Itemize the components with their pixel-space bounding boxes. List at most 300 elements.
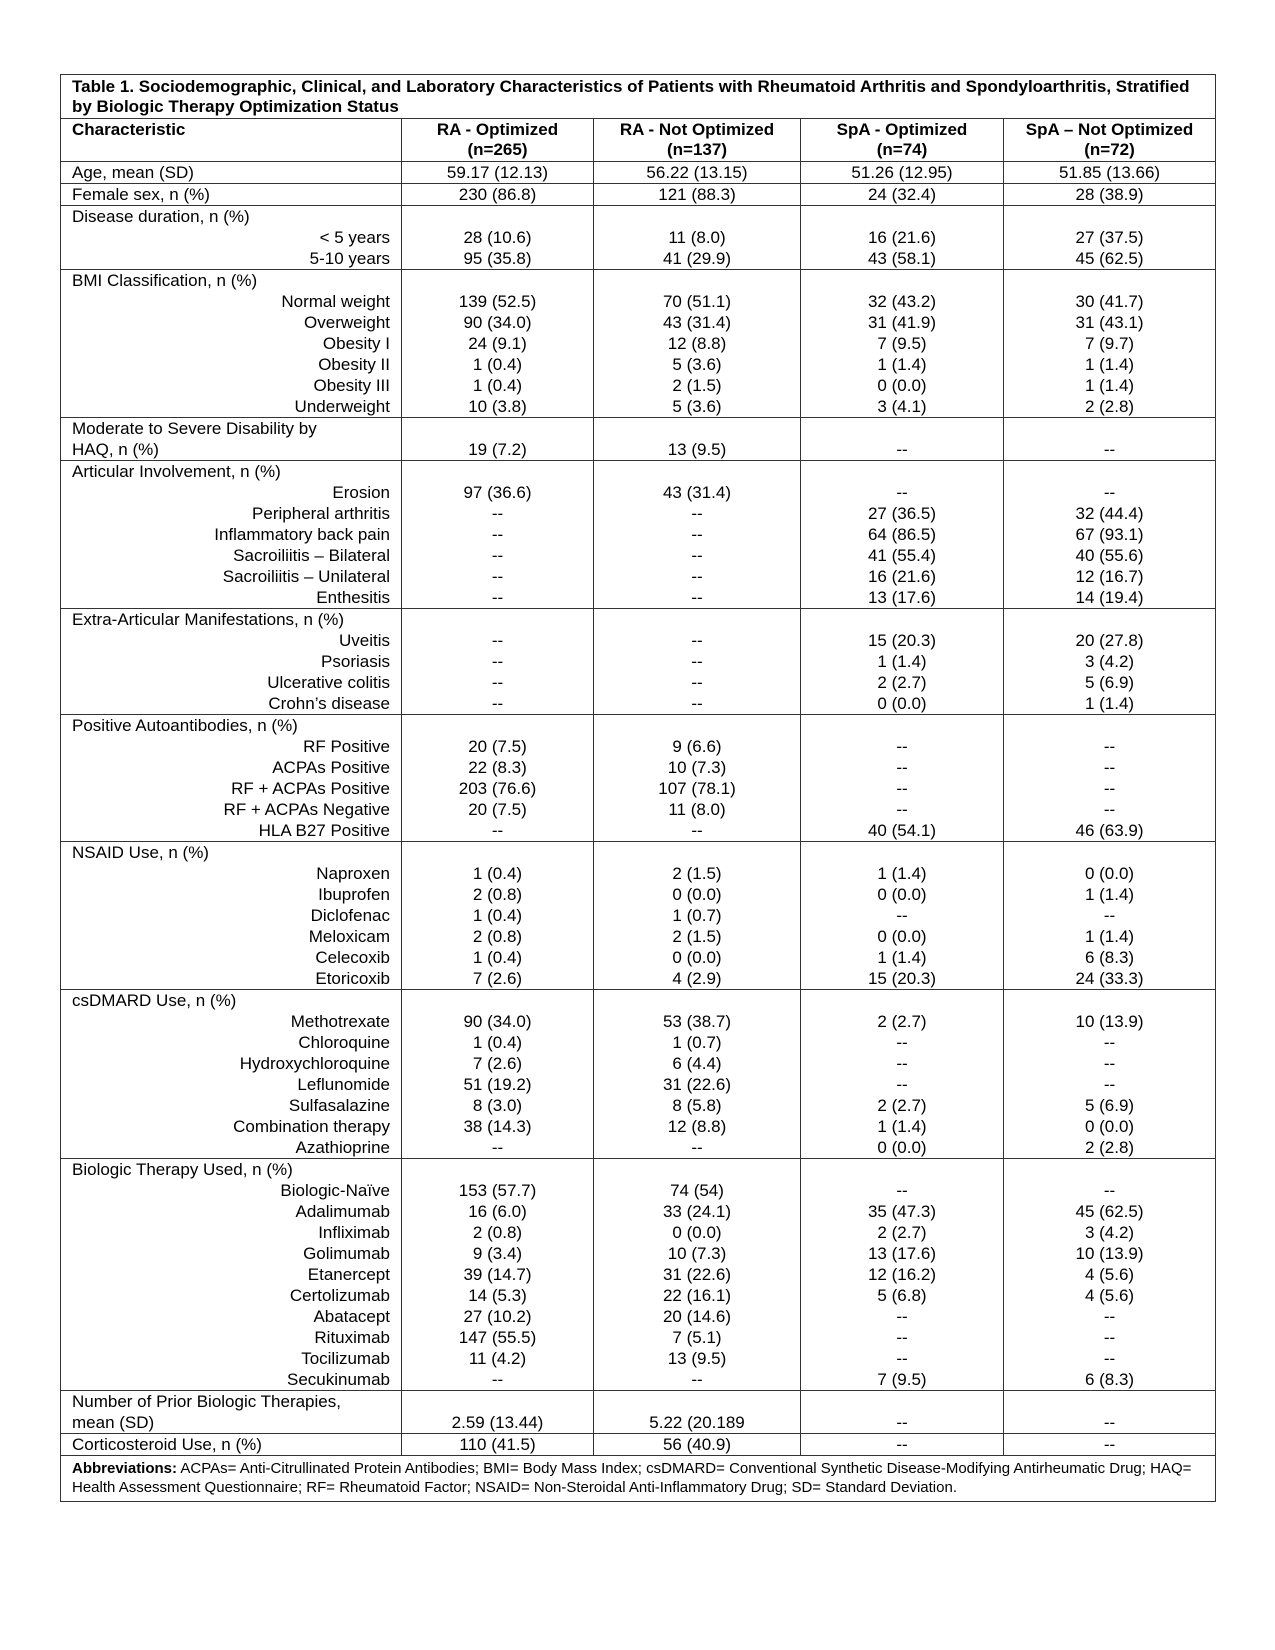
subitem-label: < 5 years	[319, 228, 390, 247]
value: --	[491, 525, 504, 544]
value: --	[691, 673, 703, 692]
table-row	[61, 1391, 1216, 1434]
subitem-label: Diclofenac	[310, 906, 390, 925]
column-header: SpA – Not Optimized (n=72)	[1004, 119, 1216, 162]
spacer	[1004, 990, 1215, 1011]
value: 43 (31.4)	[662, 483, 732, 502]
value: 9 (6.6)	[672, 737, 722, 756]
value-cell	[594, 206, 801, 270]
value: --	[1103, 906, 1116, 925]
value: --	[896, 800, 908, 819]
spacer	[801, 461, 1003, 482]
spacer	[402, 270, 593, 291]
value: --	[491, 1370, 504, 1389]
table-row	[61, 461, 1216, 609]
value: 38 (14.3)	[463, 1117, 532, 1136]
value: --	[1103, 1075, 1116, 1094]
value-cell	[594, 461, 801, 609]
value: 8 (5.8)	[672, 1096, 722, 1115]
value: 10 (13.9)	[1075, 1244, 1144, 1263]
subitem-label: Golimumab	[303, 1244, 390, 1263]
value: 59.17 (12.13)	[446, 163, 549, 182]
value: --	[896, 758, 908, 777]
value: 11 (8.0)	[668, 800, 726, 819]
value: --	[691, 652, 703, 671]
value: --	[691, 631, 703, 650]
value: 22 (8.3)	[468, 758, 527, 777]
value-cell	[594, 162, 801, 184]
value: --	[1103, 737, 1116, 756]
value: 1 (1.4)	[877, 652, 927, 671]
subitem-label: Crohn’s disease	[268, 694, 390, 713]
value: 24 (9.1)	[468, 334, 527, 353]
table-row	[61, 715, 1216, 842]
spacer	[594, 1391, 800, 1412]
value-cell	[1004, 162, 1216, 184]
value: 13 (17.6)	[867, 588, 937, 607]
value: 10 (3.8)	[468, 397, 527, 416]
spacer	[594, 418, 800, 439]
value: 2 (2.7)	[877, 673, 927, 692]
spacer	[1004, 842, 1215, 863]
value-cell	[402, 206, 594, 270]
value: 41 (29.9)	[662, 249, 732, 268]
group-label: Corticosteroid Use, n (%)	[72, 1435, 262, 1454]
value-cell	[801, 715, 1004, 842]
value: 2 (2.8)	[1084, 397, 1135, 416]
subitem-label: Celecoxib	[315, 948, 390, 967]
spacer	[801, 609, 1003, 630]
value: 28 (10.6)	[463, 228, 532, 247]
group-label: csDMARD Use, n (%)	[72, 991, 237, 1010]
value: --	[491, 504, 504, 523]
subitem-label: Inflammatory back pain	[214, 525, 390, 544]
subitem-label: Obesity III	[313, 376, 390, 395]
value-cell	[801, 162, 1004, 184]
group-label: Extra-Articular Manifestations, n (%)	[72, 610, 345, 629]
value-cell	[402, 1434, 594, 1456]
group-label: Biologic Therapy Used, n (%)	[72, 1160, 293, 1179]
value: --	[896, 1328, 908, 1347]
value: 10 (13.9)	[1075, 1012, 1144, 1031]
value: 121 (88.3)	[658, 185, 736, 204]
spacer	[801, 206, 1003, 227]
value: 2 (0.8)	[472, 1223, 523, 1242]
subitem-label: Sulfasalazine	[288, 1096, 390, 1115]
value: 51 (19.2)	[463, 1075, 532, 1094]
subitem-label: Normal weight	[281, 292, 390, 311]
value: 1 (1.4)	[1084, 355, 1135, 374]
value: --	[896, 906, 908, 925]
value: --	[1103, 440, 1116, 459]
value: 2 (2.7)	[877, 1012, 927, 1031]
subitem-label: Ulcerative colitis	[267, 673, 390, 692]
value: --	[691, 1138, 703, 1157]
value: 4 (5.6)	[1084, 1265, 1135, 1284]
subitem-label: Overweight	[304, 313, 390, 332]
value: --	[896, 1181, 908, 1200]
spacer	[402, 842, 593, 863]
value: --	[1103, 1181, 1116, 1200]
subitem-label: Etanercept	[307, 1265, 390, 1284]
value: 16 (6.0)	[468, 1202, 527, 1221]
spacer	[1004, 1159, 1215, 1180]
spacer	[402, 1159, 593, 1180]
spacer	[594, 842, 800, 863]
value-cell	[1004, 609, 1216, 715]
abbreviations-text: ACPAs= Anti-Citrullinated Protein Antibodies; BMI= Body Mass Index; csDMARD= Conventional Synthetic Disease-Modifying Antirheumatic Drug; HAQ= Health Assessment Questionnaire; RF= Rheumatoid Factor; NSAID= Non-Steroidal Anti-Inflammatory Drug; SD= Standard Deviation.	[72, 1460, 1192, 1496]
value: --	[691, 525, 703, 544]
subitem-label: Chloroquine	[298, 1033, 390, 1052]
value: 67 (93.1)	[1075, 525, 1144, 544]
value: 0 (0.0)	[672, 948, 722, 967]
value: 90 (34.0)	[463, 1012, 532, 1031]
value: 7 (9.7)	[1084, 334, 1135, 353]
value: 1 (0.4)	[472, 355, 523, 374]
subitem-label: Infliximab	[318, 1223, 390, 1242]
value: 53 (38.7)	[662, 1012, 732, 1031]
spacer	[1004, 715, 1215, 736]
value: 41 (55.4)	[867, 546, 937, 565]
document-page	[60, 74, 1215, 1502]
value-cell	[402, 1159, 594, 1391]
value: 7 (2.6)	[472, 1054, 523, 1073]
value: 43 (31.4)	[662, 313, 732, 332]
table-row	[61, 609, 1216, 715]
value: --	[491, 588, 504, 607]
subitem-label: Azathioprine	[295, 1138, 390, 1157]
value: 39 (14.7)	[463, 1265, 532, 1284]
group-label: HAQ, n (%)	[72, 440, 159, 459]
value: 1 (0.7)	[672, 1033, 722, 1052]
group-label: mean (SD)	[72, 1413, 155, 1432]
value: 0 (0.0)	[877, 927, 927, 946]
subitem-label: Underweight	[294, 397, 390, 416]
value-cell	[801, 842, 1004, 990]
value: 139 (52.5)	[458, 292, 537, 311]
value-cell	[402, 990, 594, 1159]
value: 64 (86.5)	[867, 525, 937, 544]
value: 31 (22.6)	[662, 1075, 732, 1094]
column-header: Characteristic	[61, 119, 402, 162]
value: --	[691, 546, 703, 565]
value: 30 (41.7)	[1075, 292, 1144, 311]
characteristic-cell	[61, 461, 402, 609]
value-cell	[594, 715, 801, 842]
value: --	[491, 1138, 504, 1157]
group-label: Articular Involvement, n (%)	[72, 462, 281, 481]
value-cell	[801, 1159, 1004, 1391]
spacer	[402, 609, 593, 630]
subitem-label: Tocilizumab	[301, 1349, 390, 1368]
value: 1 (0.7)	[672, 906, 722, 925]
value: --	[1103, 1435, 1116, 1454]
value-cell	[1004, 184, 1216, 206]
value: 35 (47.3)	[867, 1202, 937, 1221]
group-label: Female sex, n (%)	[72, 185, 210, 204]
value: 147 (55.5)	[458, 1328, 537, 1347]
subitem-label: Peripheral arthritis	[252, 504, 390, 523]
value: 22 (16.1)	[662, 1286, 732, 1305]
value: 28 (38.9)	[1075, 185, 1144, 204]
value: 1 (1.4)	[877, 1117, 927, 1136]
column-header: RA - Optimized (n=265)	[402, 119, 594, 162]
spacer	[1004, 1391, 1215, 1412]
value: 1 (1.4)	[1084, 376, 1135, 395]
spacer	[594, 206, 800, 227]
value: 7 (9.5)	[877, 334, 927, 353]
characteristics-table	[60, 74, 1216, 1502]
value: 0 (0.0)	[877, 1138, 927, 1157]
value: --	[1103, 758, 1116, 777]
value: --	[491, 694, 504, 713]
spacer	[594, 715, 800, 736]
subitem-label: Sacroiliitis – Unilateral	[222, 567, 390, 586]
subitem-label: Abatacept	[313, 1307, 390, 1326]
table-row	[61, 270, 1216, 418]
characteristic-cell	[61, 206, 402, 270]
value: 5 (6.9)	[1084, 673, 1135, 692]
value: --	[1103, 1328, 1116, 1347]
value: 5.22 (20.189	[649, 1413, 745, 1432]
value: 46 (63.9)	[1075, 821, 1144, 840]
abbreviations-heading: Abbreviations:	[72, 1460, 178, 1477]
value: 40 (54.1)	[867, 821, 937, 840]
subitem-label: Methotrexate	[290, 1012, 390, 1031]
characteristic-cell	[61, 418, 402, 461]
value: 203 (76.6)	[458, 779, 537, 798]
value: 1 (1.4)	[1084, 927, 1135, 946]
characteristic-cell	[61, 842, 402, 990]
value: 5 (3.6)	[672, 355, 722, 374]
value: 5 (3.6)	[672, 397, 722, 416]
value: 12 (16.2)	[867, 1265, 937, 1284]
value: 1 (0.4)	[472, 1033, 523, 1052]
value: 7 (2.6)	[472, 969, 523, 988]
value: 1 (0.4)	[472, 864, 523, 883]
value-cell	[402, 162, 594, 184]
subitem-label: Enthesitis	[316, 588, 390, 607]
value: --	[1103, 1349, 1116, 1368]
table-row	[61, 162, 1216, 184]
value-cell	[402, 461, 594, 609]
value: 14 (5.3)	[468, 1286, 527, 1305]
value-cell	[1004, 1434, 1216, 1456]
characteristic-cell	[61, 184, 402, 206]
spacer	[801, 1391, 1003, 1412]
value: 13 (9.5)	[667, 1349, 727, 1368]
value: 1 (1.4)	[877, 864, 927, 883]
subitem-label: Etoricoxib	[315, 969, 390, 988]
value-cell	[594, 418, 801, 461]
characteristic-cell	[61, 162, 402, 184]
value: 0 (0.0)	[877, 376, 927, 395]
value: 13 (17.6)	[867, 1244, 937, 1263]
value: --	[691, 588, 703, 607]
value: --	[1103, 800, 1116, 819]
value: 20 (14.6)	[662, 1307, 732, 1326]
spacer	[1004, 418, 1215, 439]
value: 0 (0.0)	[877, 885, 927, 904]
value: 31 (41.9)	[867, 313, 937, 332]
value-cell	[402, 270, 594, 418]
value: 11 (8.0)	[668, 228, 726, 247]
value-cell	[1004, 990, 1216, 1159]
value: 1 (0.4)	[472, 948, 523, 967]
value-cell	[594, 1391, 801, 1434]
value: 0 (0.0)	[672, 885, 722, 904]
value: 31 (22.6)	[662, 1265, 732, 1284]
value: 33 (24.1)	[662, 1202, 732, 1221]
value: 2 (2.7)	[877, 1096, 927, 1115]
value-cell	[801, 461, 1004, 609]
subitem-label: RF Positive	[303, 737, 390, 756]
value: 1 (0.4)	[472, 906, 523, 925]
subitem-label: Ibuprofen	[318, 885, 390, 904]
value: 3 (4.1)	[877, 397, 927, 416]
value: 15 (20.3)	[867, 631, 937, 650]
value: 51.85 (13.66)	[1058, 163, 1161, 182]
value: 31 (43.1)	[1075, 313, 1144, 332]
value-cell	[402, 1391, 594, 1434]
value: 4 (5.6)	[1084, 1286, 1135, 1305]
characteristic-cell	[61, 270, 402, 418]
value: --	[491, 673, 504, 692]
value-cell	[594, 270, 801, 418]
spacer	[1004, 609, 1215, 630]
value: --	[491, 821, 504, 840]
value: 24 (33.3)	[1075, 969, 1144, 988]
group-label: Number of Prior Biologic Therapies,	[72, 1392, 341, 1411]
value: 16 (21.6)	[867, 567, 937, 586]
value: 1 (1.4)	[877, 948, 927, 967]
abbreviations-note	[61, 1456, 1216, 1502]
value: 2 (2.7)	[877, 1223, 927, 1242]
value-cell	[402, 609, 594, 715]
value: 16 (21.6)	[867, 228, 937, 247]
value: 20 (27.8)	[1075, 631, 1144, 650]
value: 3 (4.2)	[1084, 1223, 1135, 1242]
spacer	[402, 990, 593, 1011]
value: 27 (36.5)	[867, 504, 937, 523]
value: 97 (36.6)	[463, 483, 532, 502]
subitem-label: Rituximab	[314, 1328, 390, 1347]
value: 1 (0.4)	[472, 376, 523, 395]
value: 56.22 (13.15)	[646, 163, 748, 182]
value-cell	[801, 270, 1004, 418]
subitem-label: ACPAs Positive	[272, 758, 390, 777]
value: 40 (55.6)	[1075, 546, 1144, 565]
table-row	[61, 1159, 1216, 1391]
value: 74 (54)	[670, 1181, 724, 1200]
value: --	[896, 1307, 908, 1326]
subitem-label: Obesity II	[318, 355, 390, 374]
subitem-label: RF + ACPAs Positive	[231, 779, 390, 798]
value-cell	[1004, 842, 1216, 990]
value: --	[896, 1054, 908, 1073]
value: 11 (4.2)	[468, 1349, 527, 1368]
table-title: Table 1. Sociodemographic, Clinical, and Laboratory Characteristics of Patients with Rheumatoid Arthritis and Spondyloarthritis, Stratified by Biologic Therapy Optimization Status	[61, 75, 1216, 119]
value: 3 (4.2)	[1084, 652, 1135, 671]
value-cell	[594, 1434, 801, 1456]
value: --	[1103, 1033, 1116, 1052]
value: --	[491, 546, 504, 565]
value-cell	[1004, 1159, 1216, 1391]
value: 15 (20.3)	[867, 969, 937, 988]
value: 7 (9.5)	[877, 1370, 927, 1389]
subitem-label: Certolizumab	[289, 1286, 390, 1305]
value: 95 (35.8)	[463, 249, 532, 268]
value: 12 (16.7)	[1075, 567, 1144, 586]
subitem-label: Secukinumab	[286, 1370, 390, 1389]
subitem-label: HLA B27 Positive	[258, 821, 390, 840]
value: 2 (1.5)	[672, 864, 722, 883]
value-cell	[1004, 206, 1216, 270]
value-cell	[801, 184, 1004, 206]
value: 230 (86.8)	[458, 185, 537, 204]
subitem-label: RF + ACPAs Negative	[223, 800, 390, 819]
characteristic-cell	[61, 1434, 402, 1456]
value-cell	[801, 418, 1004, 461]
value: --	[491, 631, 504, 650]
value: 10 (7.3)	[667, 1244, 727, 1263]
spacer	[801, 715, 1003, 736]
value: --	[896, 1033, 908, 1052]
spacer	[801, 842, 1003, 863]
value: 32 (43.2)	[867, 292, 937, 311]
value: 2 (1.5)	[672, 927, 722, 946]
value: 12 (8.8)	[667, 334, 727, 353]
subitem-label: Obesity I	[322, 334, 390, 353]
spacer	[402, 206, 593, 227]
spacer	[1004, 206, 1215, 227]
subitem-label: Naproxen	[316, 864, 390, 883]
value-cell	[1004, 418, 1216, 461]
group-label: Disease duration, n (%)	[72, 207, 250, 226]
value: 0 (0.0)	[672, 1223, 722, 1242]
characteristic-cell	[61, 715, 402, 842]
value-cell	[1004, 270, 1216, 418]
value-cell	[402, 715, 594, 842]
value: 24 (32.4)	[867, 185, 937, 204]
value: 45 (62.5)	[1075, 1202, 1144, 1221]
value-cell	[801, 609, 1004, 715]
subitem-label: Psoriasis	[321, 652, 390, 671]
value: --	[1103, 1307, 1116, 1326]
value: 70 (51.1)	[662, 292, 732, 311]
value: 1 (1.4)	[1084, 694, 1135, 713]
value: 14 (19.4)	[1075, 588, 1144, 607]
value-cell	[801, 206, 1004, 270]
spacer	[594, 990, 800, 1011]
group-label: Age, mean (SD)	[72, 163, 194, 182]
value: 19 (7.2)	[468, 440, 527, 459]
value: 110 (41.5)	[459, 1435, 536, 1454]
value: --	[896, 1413, 908, 1432]
value: 45 (62.5)	[1075, 249, 1144, 268]
subitem-label: Leflunomide	[297, 1075, 390, 1094]
subitem-label: Meloxicam	[308, 927, 390, 946]
value: --	[896, 779, 908, 798]
value-cell	[594, 609, 801, 715]
value: 6 (8.3)	[1084, 948, 1135, 967]
spacer	[594, 461, 800, 482]
spacer	[801, 1159, 1003, 1180]
subitem-label: Uveitis	[338, 631, 390, 650]
table-row	[61, 1434, 1216, 1456]
value: --	[691, 821, 703, 840]
value: 6 (4.4)	[672, 1054, 722, 1073]
